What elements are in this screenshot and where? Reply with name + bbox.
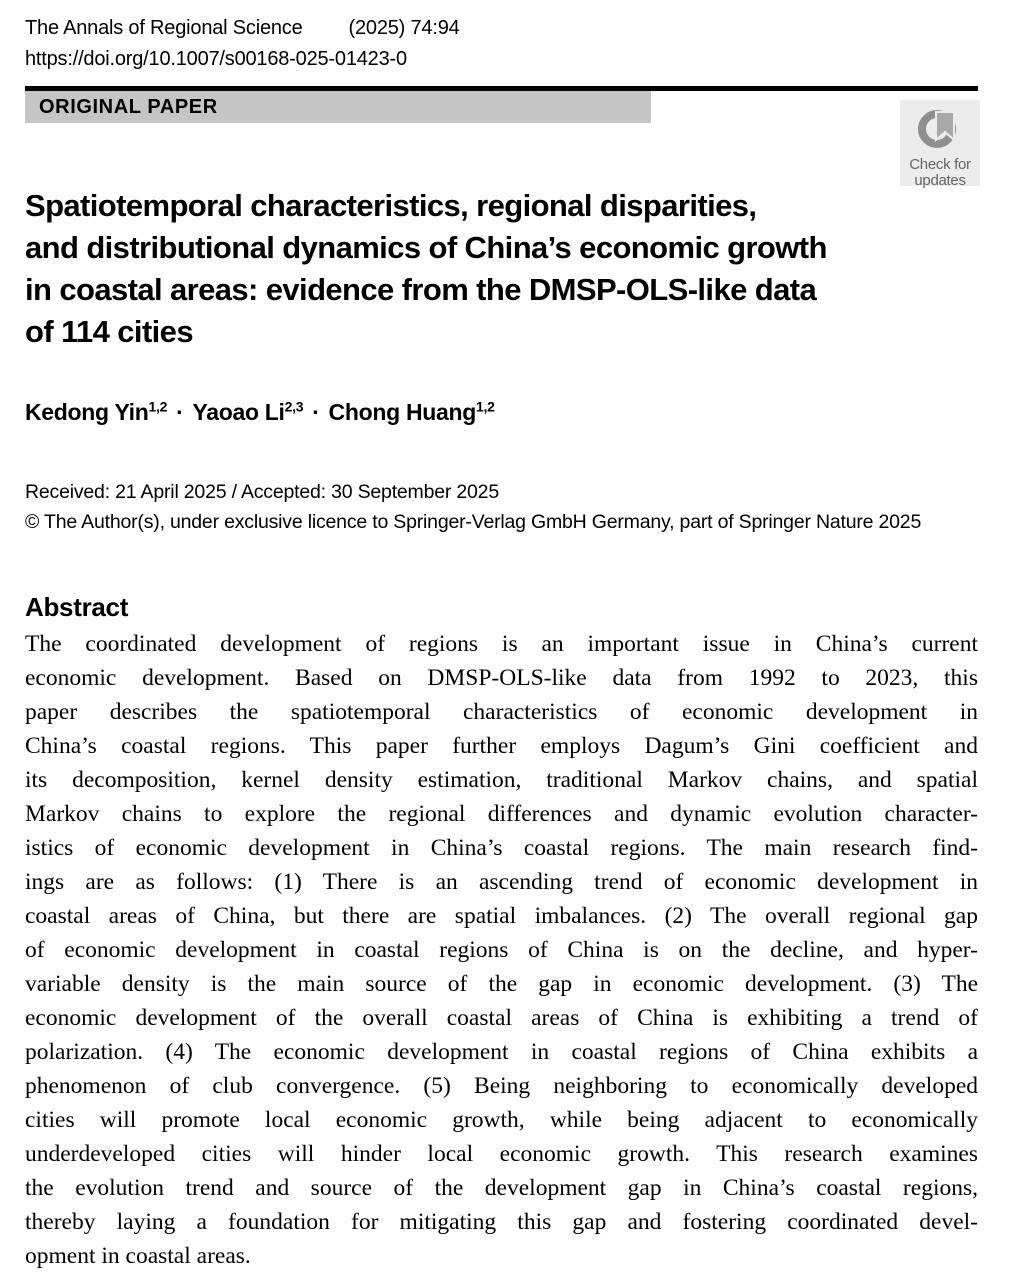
author-name: Chong Huang [328, 398, 476, 425]
abstract-line: cities will promote local economic growth, while being adjacent to economically [25, 1106, 978, 1133]
check-for-updates-label-line1: Check for [909, 156, 971, 173]
author-separator-icon: · [176, 398, 184, 425]
abstract-line: opment in coastal areas. [25, 1242, 251, 1269]
article-type-label: ORIGINAL PAPER [39, 95, 218, 118]
journal-header [25, 16, 978, 40]
author-name: Yaoao Li [192, 398, 285, 425]
abstract-line: ings are as follows: (1) There is an ascending trend of economic development in [25, 868, 978, 895]
journal-citation: (2025) 74:94 [348, 17, 460, 39]
author [329, 399, 495, 425]
article-title-line: of 114 cities [25, 314, 193, 349]
author-separator-icon: · [312, 398, 320, 425]
author [192, 399, 303, 425]
abstract-heading: Abstract [25, 591, 129, 622]
author-name: Kedong Yin [25, 398, 149, 425]
article-title [25, 185, 978, 353]
abstract-line: thereby laying a foundation for mitigating this gap and fostering coordinated devel- [25, 1208, 978, 1235]
abstract-line: economic development. Based on DMSP-OLS-like data from 1992 to 2023, this [25, 664, 978, 691]
abstract-line: paper describes the spatiotemporal characteristics of economic development in [25, 698, 978, 725]
abstract-line: its decomposition, kernel density estimation, traditional Markov chains, and spatial [25, 766, 978, 793]
abstract-text [25, 627, 978, 1272]
journal-name: The Annals of Regional Science [25, 17, 303, 39]
abstract-line: Markov chains to explore the regional differences and dynamic evolution character- [25, 800, 978, 827]
abstract-line: phenomenon of club convergence. (5) Being neighboring to economically developed [25, 1072, 978, 1099]
abstract-line: variable density is the main source of the gap in economic development. (3) The [25, 970, 978, 997]
abstract-line: China’s coastal regions. This paper further employs Dagum’s Gini coefficient and [25, 732, 978, 759]
authors-row [25, 391, 978, 427]
check-for-updates-badge[interactable] [900, 100, 980, 189]
article-title-line: in coastal areas: evidence from the DMSP-OLS-like data [25, 272, 817, 307]
abstract-line: economic development of the overall coastal areas of China is exhibiting a trend of [25, 1004, 978, 1031]
abstract-line: polarization. (4) The economic development in coastal regions of China exhibits a [25, 1038, 978, 1065]
author [25, 399, 167, 425]
article-type-banner [25, 91, 651, 123]
abstract-line: istics of economic development in China’s coastal regions. The main research find- [25, 834, 978, 861]
author-affiliation-marker: 1,2 [476, 398, 495, 414]
abstract-line: underdeveloped cities will hinder local economic growth. This research examines [25, 1140, 978, 1167]
abstract-line: the evolution trend and source of the development gap in China’s coastal regions, [25, 1174, 978, 1201]
doi-link[interactable]: https://doi.org/10.1007/s00168-025-01423-0 [25, 48, 407, 70]
abstract-line: of economic development in coastal regions of China is on the decline, and hyper- [25, 936, 978, 963]
abstract-line: The coordinated development of regions is an important issue in China’s current [25, 630, 978, 657]
article-title-line: Spatiotemporal characteristics, regional disparities, [25, 188, 757, 223]
article-title-line: and distributional dynamics of China’s economic growth [25, 230, 827, 265]
check-for-updates-label-line2: updates [914, 172, 966, 189]
abstract-line: coastal areas of China, but there are spatial imbalances. (2) The overall regional gap [25, 902, 978, 929]
crossmark-bookmark-icon [916, 104, 964, 157]
author-affiliation-marker: 1,2 [148, 398, 168, 414]
received-accepted-line: Received: 21 April 2025 / Accepted: 30 September 2025 [25, 480, 499, 503]
author-affiliation-marker: 2,3 [284, 398, 304, 414]
article-history [25, 477, 978, 537]
copyright-line: © The Author(s), under exclusive licence to Springer-Verlag GmbH Germany, part of Springer Nature 2025 [25, 510, 922, 533]
